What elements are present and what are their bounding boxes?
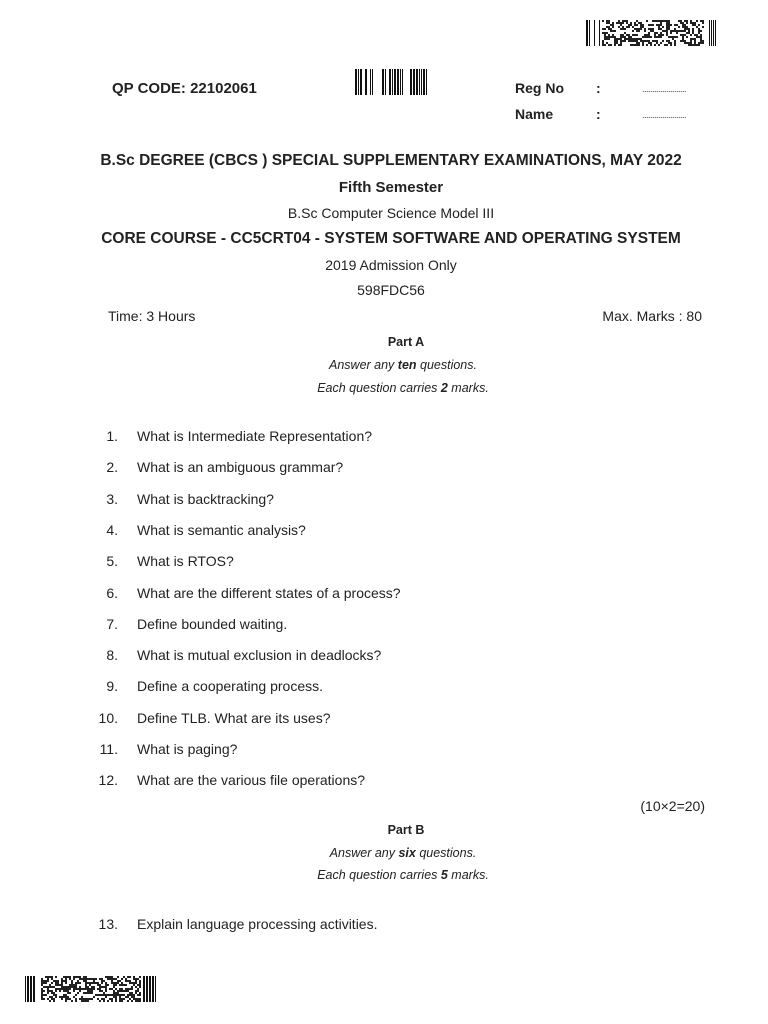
question-text: What is Intermediate Representation? [137,428,373,444]
question-text: Define TLB. What are its uses? [137,709,331,726]
question-number: 6. [106,584,118,601]
paper-code: 598FDC56 [357,282,425,298]
question-text: What is an ambiguous grammar? [137,459,344,476]
question-item [0,772,768,792]
question-text: What is paging? [137,741,238,757]
question-item [0,459,768,479]
question-number: 4. [106,521,118,538]
question-item [0,553,768,573]
barcode-bottom-icon [25,976,157,1002]
programme: B.Sc Computer Science Model III [287,205,495,221]
question-text: Define bounded waiting. [137,615,288,632]
question-text: Explain language processing activities. [137,916,378,932]
question-text: What are the different states of a process? [137,584,401,601]
question-item [0,585,768,605]
question-text: What are the various file operations? [137,772,366,789]
question-number: 2. [106,459,118,476]
question-number: 11. [99,741,118,757]
name-colon: : [596,106,601,122]
question-number: 3. [106,490,118,507]
question-item [0,678,768,698]
qp-code: QP CODE: 22102061 [112,80,257,97]
part-b-instruction-marks: Each question carries 5 marks. [317,868,489,882]
question-item [0,916,768,936]
question-number: 8. [106,647,118,664]
question-item [0,428,768,448]
question-text: What is RTOS? [137,553,234,570]
question-number: 13. [98,916,118,932]
exam-title: B.Sc DEGREE (CBCS ) SPECIAL SUPPLEMENTARY EXAMINATIONS, MAY 2022 [100,152,682,169]
barcode-top-icon [586,20,719,46]
reg-no-field: ...................... [642,84,687,94]
question-item [0,647,768,667]
reg-no-label: Reg No [515,80,564,96]
barcode-qp-icon [355,69,429,95]
reg-no-colon: : [596,80,601,96]
question-item [0,491,768,511]
part-a-title: Part A [387,335,425,349]
question-item [0,522,768,542]
question-item [0,741,768,761]
name-label: Name [515,106,554,122]
part-b-instruction-count: Answer any six questions. [329,846,477,860]
part-b-title: Part B [387,823,425,837]
question-item [0,616,768,636]
part-a-instruction-marks: Each question carries 2 marks. [317,381,489,395]
semester: Fifth Semester [338,179,444,196]
course-title: CORE COURSE - CC5CRT04 - SYSTEM SOFTWARE AND OPERATING SYSTEM [101,230,681,247]
question-item [0,710,768,730]
question-number: 12. [98,772,118,789]
exam-time: Time: 3 Hours [108,308,196,324]
question-text: Define a cooperating process. [137,678,323,695]
question-number: 5. [106,553,118,570]
part-a-instruction-count: Answer any ten questions. [329,358,477,372]
question-number: 1. [106,428,118,444]
name-field: ...................... [642,110,687,120]
question-number: 7. [106,615,118,632]
question-number: 9. [106,678,118,695]
part-a-marks-note: (10×2=20) [640,798,705,814]
question-number: 10. [98,709,118,726]
max-marks: Max. Marks : 80 [602,308,702,324]
question-text: What is backtracking? [137,490,274,507]
question-text: What is mutual exclusion in deadlocks? [137,647,382,664]
question-text: What is semantic analysis? [137,521,306,538]
admission-note: 2019 Admission Only [325,257,457,273]
